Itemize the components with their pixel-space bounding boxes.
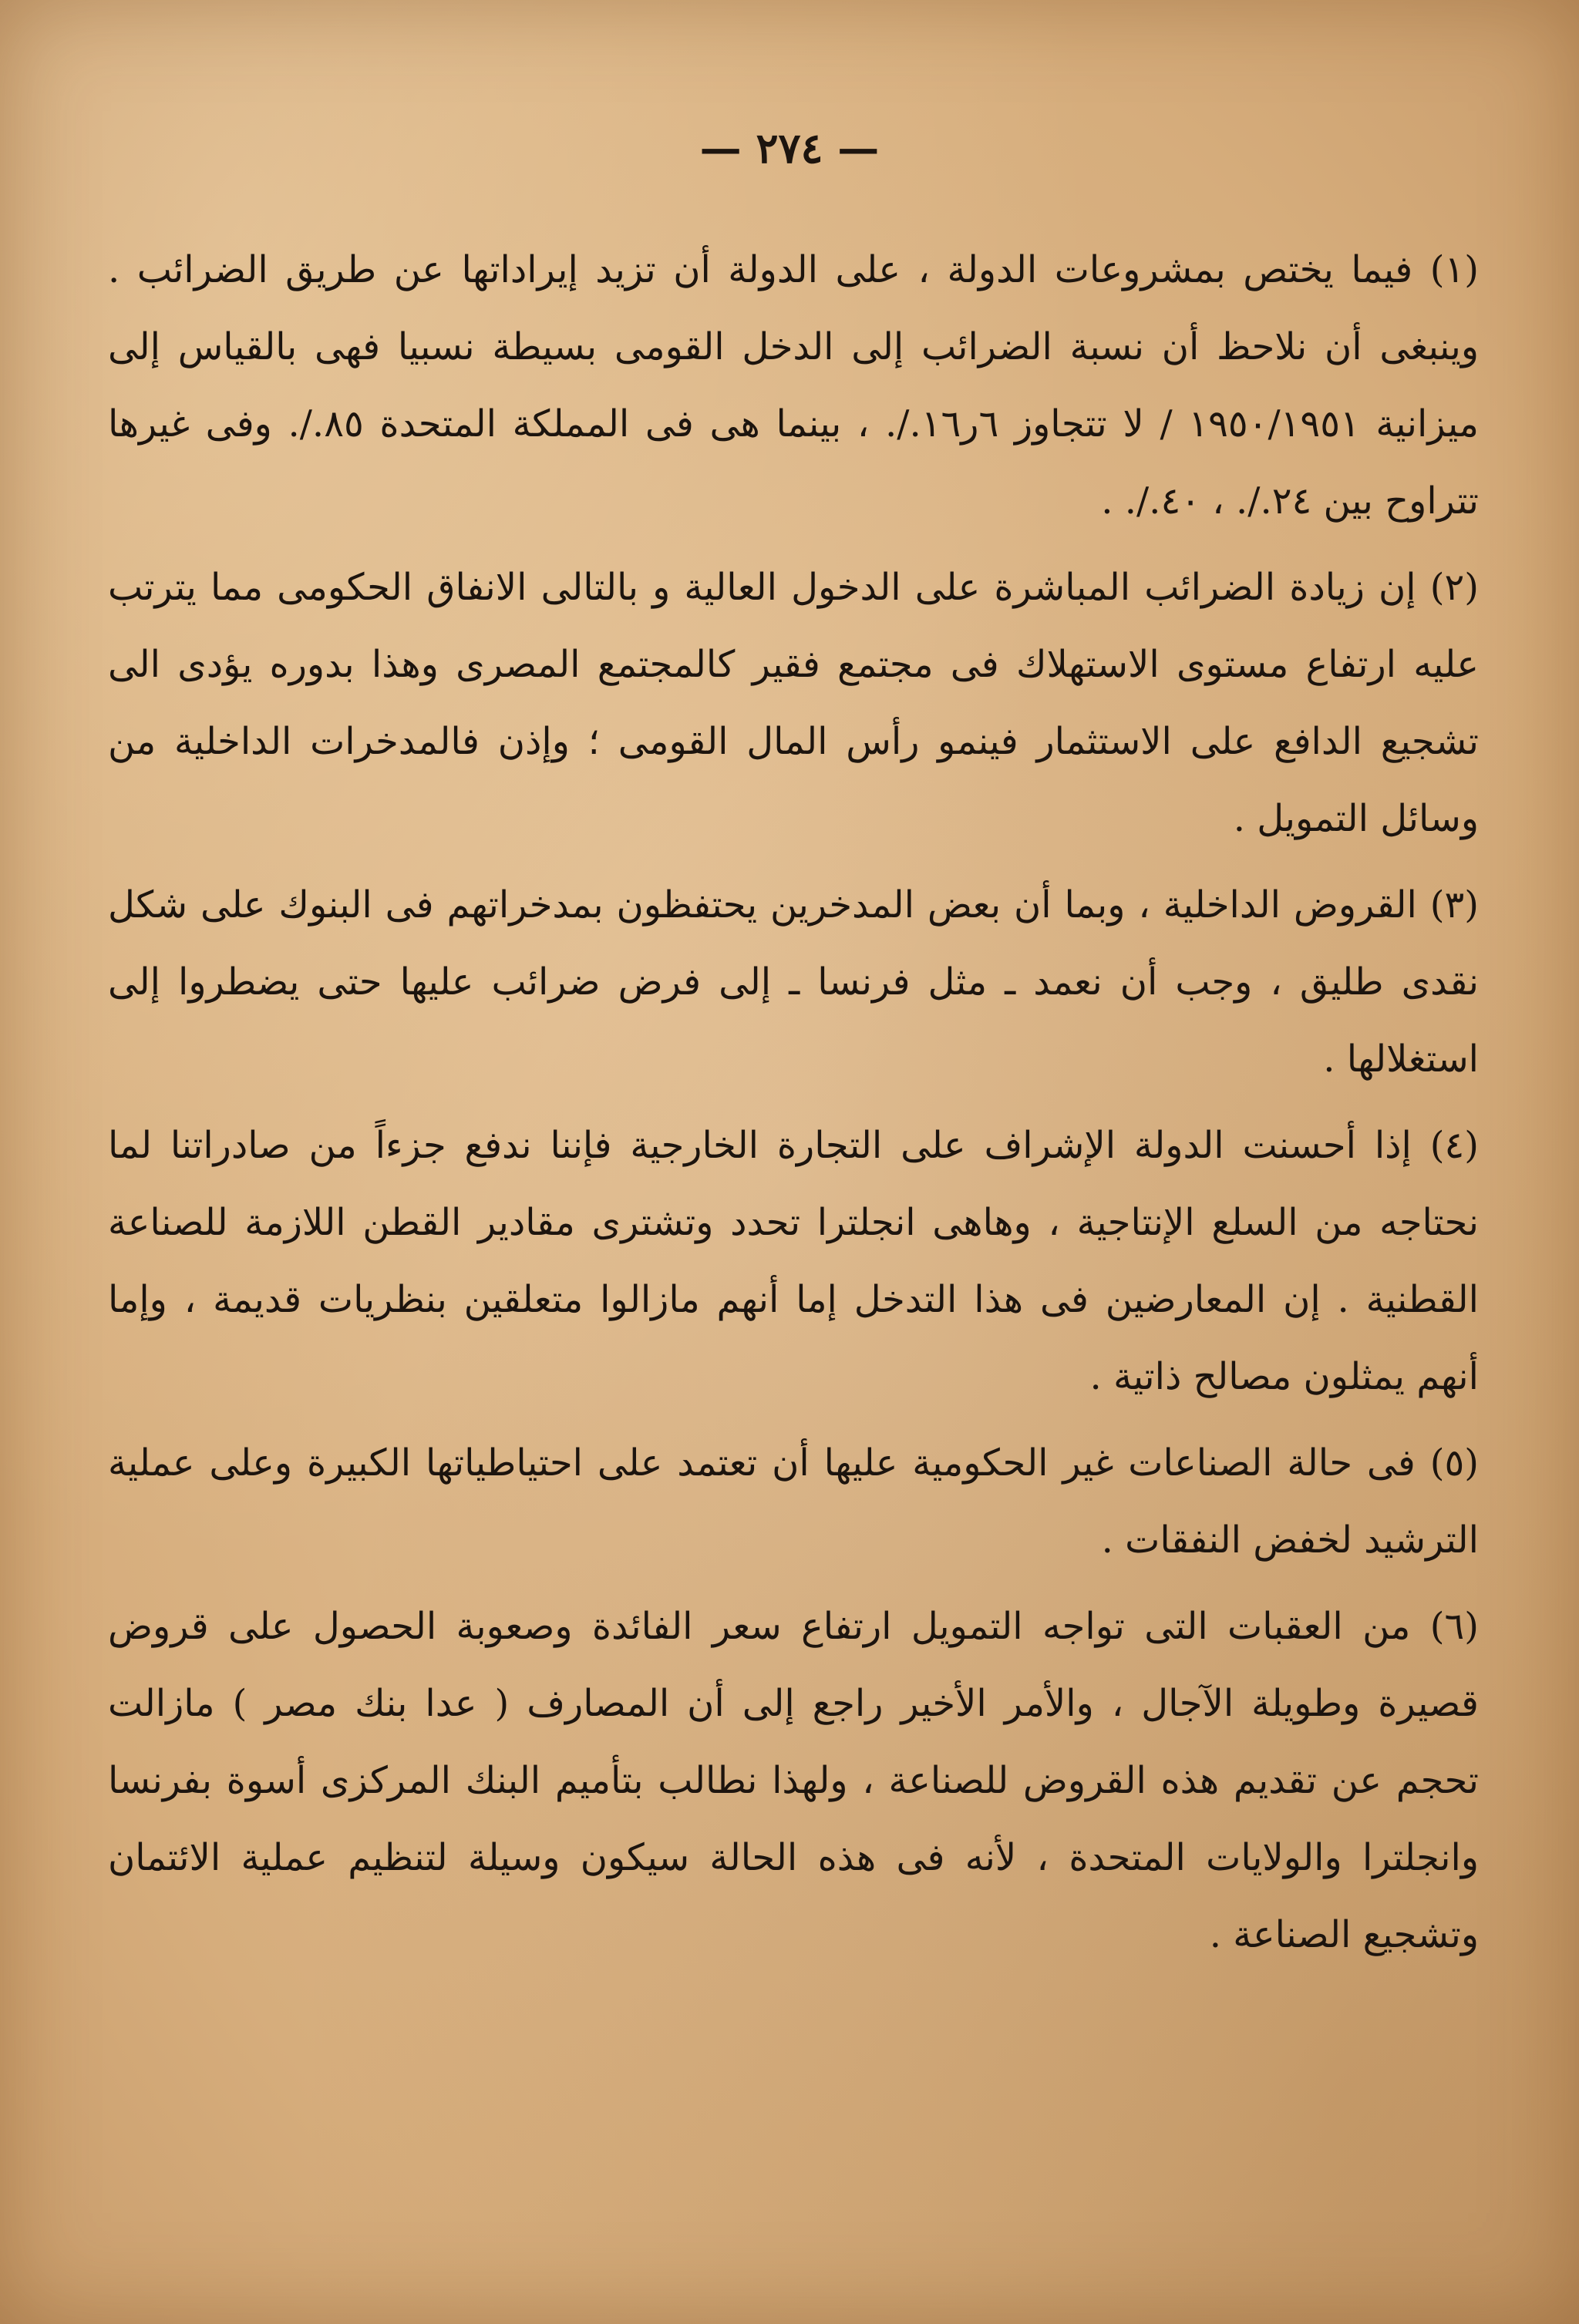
paragraph-text: القروض الداخلية ، وبما أن بعض المدخرين يحتفظون بمدخراتهم فى البنوك على شكل نقدى طليق ، وجب أن نعمد ـ مثل فرنسا ـ إلى فرض ضرائب عليها حتى يضطروا إلى استغلالها . — [108, 883, 1479, 1081]
paragraph-2 — [108, 549, 1479, 857]
paragraph-6 — [108, 1588, 1479, 1973]
paragraph-text: فيما يختص بمشروعات الدولة ، على الدولة أن تزيد إيراداتها عن طريق الضرائب . وينبغى أن نلاحظ أن نسبة الضرائب إلى الدخل القومى بسيطة نسبيا فهى بالقياس إلى ميزانية ١٩٥٠/١٩٥١ / لا تتجاوز ٦ر١٦./. ، بينما هى فى المملكة المتحدة ٨٥./. وفى غيرها تتراوح بين ٢٤./. ، ٤٠./. . — [108, 248, 1480, 523]
paragraph-number: (١) — [1429, 248, 1479, 291]
paragraph-text: إن زيادة الضرائب المباشرة على الدخول العالية و بالتالى الانفاق الحكومى مما يترتب عليه ارتفاع مستوى الاستهلاك فى مجتمع فقير كالمجتمع المصرى وهذا بدوره يؤدى الى تشجيع الدافع على الاستثمار فينمو رأس المال القومى ؛ وإذن فالمدخرات الداخلية من وسائل التمويل . — [108, 566, 1479, 840]
paragraph-4 — [108, 1107, 1479, 1415]
paragraph-number: (٦) — [1429, 1605, 1479, 1648]
paragraph-number: (٢) — [1429, 566, 1480, 609]
paragraph-3 — [108, 866, 1479, 1098]
body-text — [108, 231, 1479, 1983]
paragraph-number: (٤) — [1429, 1124, 1479, 1167]
page-number: — ٢٧٤ — — [699, 123, 880, 173]
paragraph-text: فى حالة الصناعات غير الحكومية عليها أن تعتمد على احتياطياتها الكبيرة وعلى عملية الترشيد لخفض النفقات . — [108, 1441, 1479, 1562]
paragraph-number: (٣) — [1429, 883, 1479, 927]
paragraph-text: من العقبات التى تواجه التمويل ارتفاع سعر الفائدة وصعوبة الحصول على قروض قصيرة وطويلة الآجال ، والأمر الأخير راجع إلى أن المصارف ( عدا بنك مصر ) مازالت تحجم عن تقديم هذه القروض للصناعة ، ولهذا نطالب بتأميم البنك المركزى أسوة بفرنسا وانجلترا والولايات المتحدة ، لأنه فى هذه الحالة سيكون وسيلة لتنظيم عملية الائتمان وتشجيع الصناعة . — [108, 1605, 1479, 1956]
paragraph-number: (٥) — [1429, 1441, 1480, 1485]
paragraph-5 — [108, 1424, 1479, 1579]
paragraph-text: إذا أحسنت الدولة الإشراف على التجارة الخارجية فإننا ندفع جزءاً من صادراتنا لما نحتاجه من السلع الإنتاجية ، وهاهى انجلترا تحدد وتشترى مقادير القطن اللازمة للصناعة القطنية . إن المعارضين فى هذا التدخل إما أنهم مازالوا متعلقين بنظريات قديمة ، وإما أنهم يمثلون مصالح ذاتية . — [108, 1124, 1480, 1398]
paragraph-1 — [108, 231, 1479, 540]
